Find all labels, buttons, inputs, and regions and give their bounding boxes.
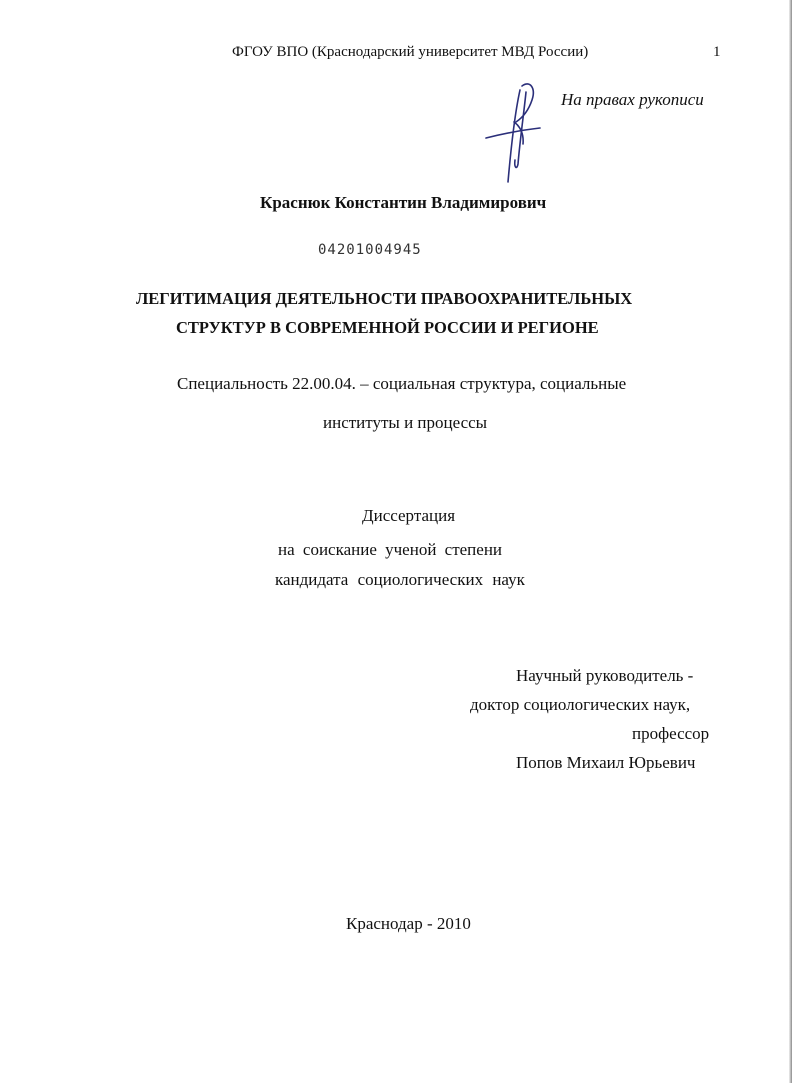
page-number: 1 — [713, 44, 721, 60]
supervisor-name: Попов Михаил Юрьевич — [516, 753, 696, 772]
supervisor-degree: доктор социологических наук, — [470, 695, 691, 714]
specialty-line-1: Специальность 22.00.04. – социальная структура, социальные — [177, 374, 627, 393]
supervisor-rank: профессор — [632, 724, 710, 743]
handwritten-signature-icon — [478, 78, 558, 188]
institution-name: ФГОУ ВПО (Краснодарский университет МВД России) — [232, 44, 589, 60]
dissertation-title-line-2: СТРУКТУР В СОВРЕМЕННОЙ РОССИИ И РЕГИОНЕ — [176, 318, 599, 337]
supervisor-role: Научный руководитель - — [516, 666, 694, 685]
manuscript-rights-notice: На правах рукописи — [561, 90, 704, 109]
specialty-line-2: институты и процессы — [323, 413, 488, 432]
city-year: Краснодар - 2010 — [346, 914, 471, 933]
library-stamp-number: 04201004945 — [318, 242, 422, 258]
degree-name: кандидата социологических наук — [275, 570, 525, 589]
author-name: Краснюк Константин Владимирович — [260, 193, 547, 212]
dissertation-label: Диссертация — [362, 506, 456, 525]
dissertation-title-line-1: ЛЕГИТИМАЦИЯ ДЕЯТЕЛЬНОСТИ ПРАВООХРАНИТЕЛЬНЫХ — [136, 289, 633, 308]
degree-purpose: на соискание ученой степени — [278, 540, 503, 559]
